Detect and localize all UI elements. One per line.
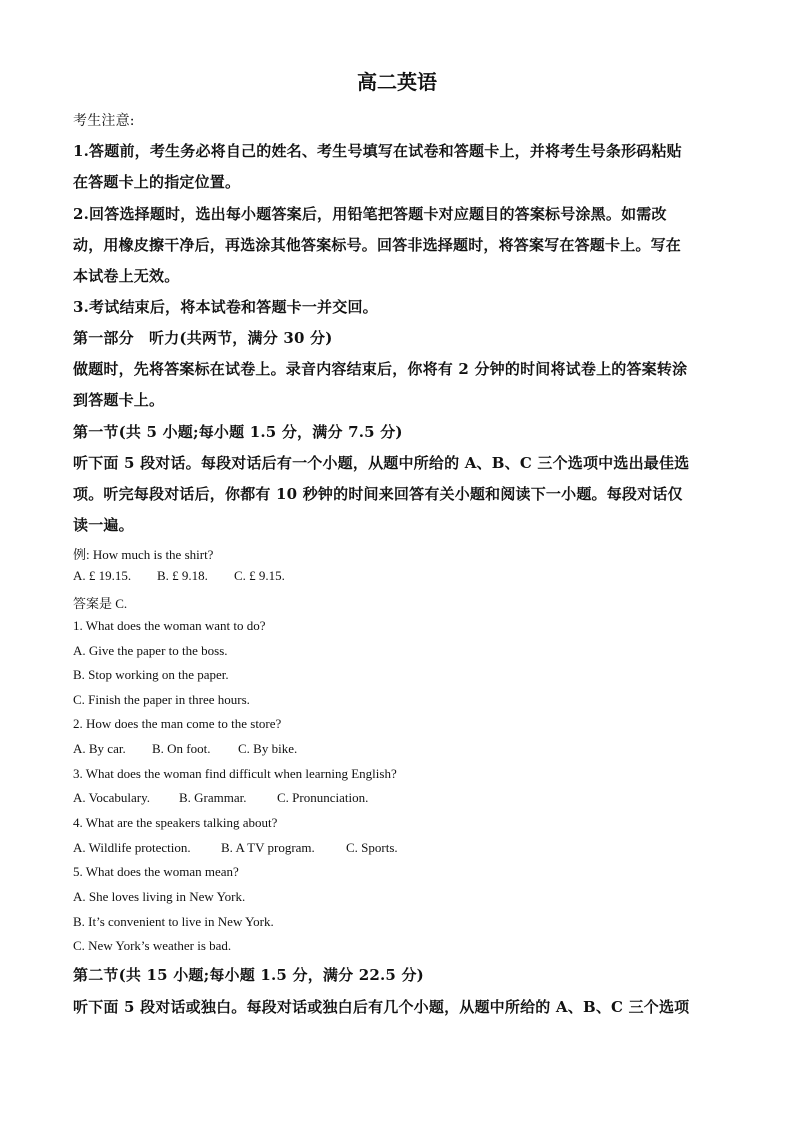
notice-line: 动，用橡皮擦干净后，再选涂其他答案标号。回答非选择题时，将答案写在答题卡上。写在 — [73, 236, 682, 254]
section1-instruction: 听下面 5 段对话。每段对话后有一个小题，从题中所给的 A、B、C 三个选项中选出最佳选 — [73, 454, 690, 472]
option-1b: B. Stop working on the paper. — [73, 667, 229, 682]
question-2-options — [73, 741, 297, 757]
option: A. £ 19.15. — [73, 568, 132, 583]
question-4-options — [73, 840, 398, 856]
option: A. By car. — [73, 741, 126, 756]
option: C. Pronunciation. — [277, 790, 369, 805]
section1-instruction: 读一遍。 — [73, 516, 134, 534]
option: B. A TV program. — [221, 840, 315, 855]
section1-heading: 第一节(共 5 小题;每小题 1.5 分，满分 7.5 分) — [73, 423, 403, 441]
question-1: 1. What does the woman want to do? — [73, 618, 266, 633]
option-5a: A. She loves living in New York. — [73, 889, 246, 904]
page-title: 高二英语 — [357, 70, 437, 94]
notice-line: 本试卷上无效。 — [73, 267, 180, 285]
part1-instruction: 到答题卡上。 — [73, 391, 165, 409]
question-3: 3. What does the woman find difficult when learning English? — [73, 766, 397, 781]
option: B. On foot. — [152, 741, 211, 756]
notice-line: 3.考试结束后，将本试卷和答题卡一并交回。 — [73, 298, 378, 316]
question-4: 4. What are the speakers talking about? — [73, 815, 278, 830]
example-answer: 答案是 C. — [73, 596, 128, 611]
notice-line: 2.回答选择题时，选出每小题答案后，用铅笔把答题卡对应题目的答案标号涂黑。如需改 — [73, 205, 667, 223]
option: B. £ 9.18. — [157, 568, 208, 583]
example-options — [73, 568, 285, 584]
option: A. Vocabulary. — [73, 790, 151, 805]
example-question: 例: How much is the shirt? — [73, 547, 214, 562]
option-1c: C. Finish the paper in three hours. — [73, 692, 250, 707]
option: A. Wildlife protection. — [73, 840, 191, 855]
notice-heading: 考生注意: — [73, 113, 135, 129]
option-5b: B. It’s convenient to live in New York. — [73, 914, 274, 929]
option: C. £ 9.15. — [234, 568, 285, 583]
section1-instruction: 项。听完每段对话后，你都有 10 秒钟的时间来回答有关小题和阅读下一小题。每段对话仅 — [73, 485, 683, 503]
part1-instruction: 做题时，先将答案标在试卷上。录音内容结束后，你将有 2 分钟的时间将试卷上的答案转涂 — [73, 360, 688, 378]
option-5c: C. New York’s weather is bad. — [73, 938, 232, 953]
option-1a: A. Give the paper to the boss. — [73, 643, 228, 658]
notice-line: 在答题卡上的指定位置。 — [73, 173, 241, 191]
option: C. Sports. — [346, 840, 398, 855]
notice-line: 1.答题前，考生务必将自己的姓名、考生号填写在试卷和答题卡上，并将考生号条形码粘贴 — [73, 142, 682, 160]
question-3-options — [73, 790, 368, 806]
option: C. By bike. — [238, 741, 298, 756]
section2-instruction: 听下面 5 段对话或独白。每段对话或独白后有几个小题，从题中所给的 A、B、C 三个选项 — [73, 998, 690, 1016]
question-5: 5. What does the woman mean? — [73, 864, 239, 879]
question-2: 2. How does the man come to the store? — [73, 716, 282, 731]
part1-heading: 第一部分 听力(共两节，满分 30 分) — [73, 329, 333, 347]
section2-heading: 第二节(共 15 小题;每小题 1.5 分，满分 22.5 分) — [73, 966, 424, 984]
option: B. Grammar. — [179, 790, 247, 805]
